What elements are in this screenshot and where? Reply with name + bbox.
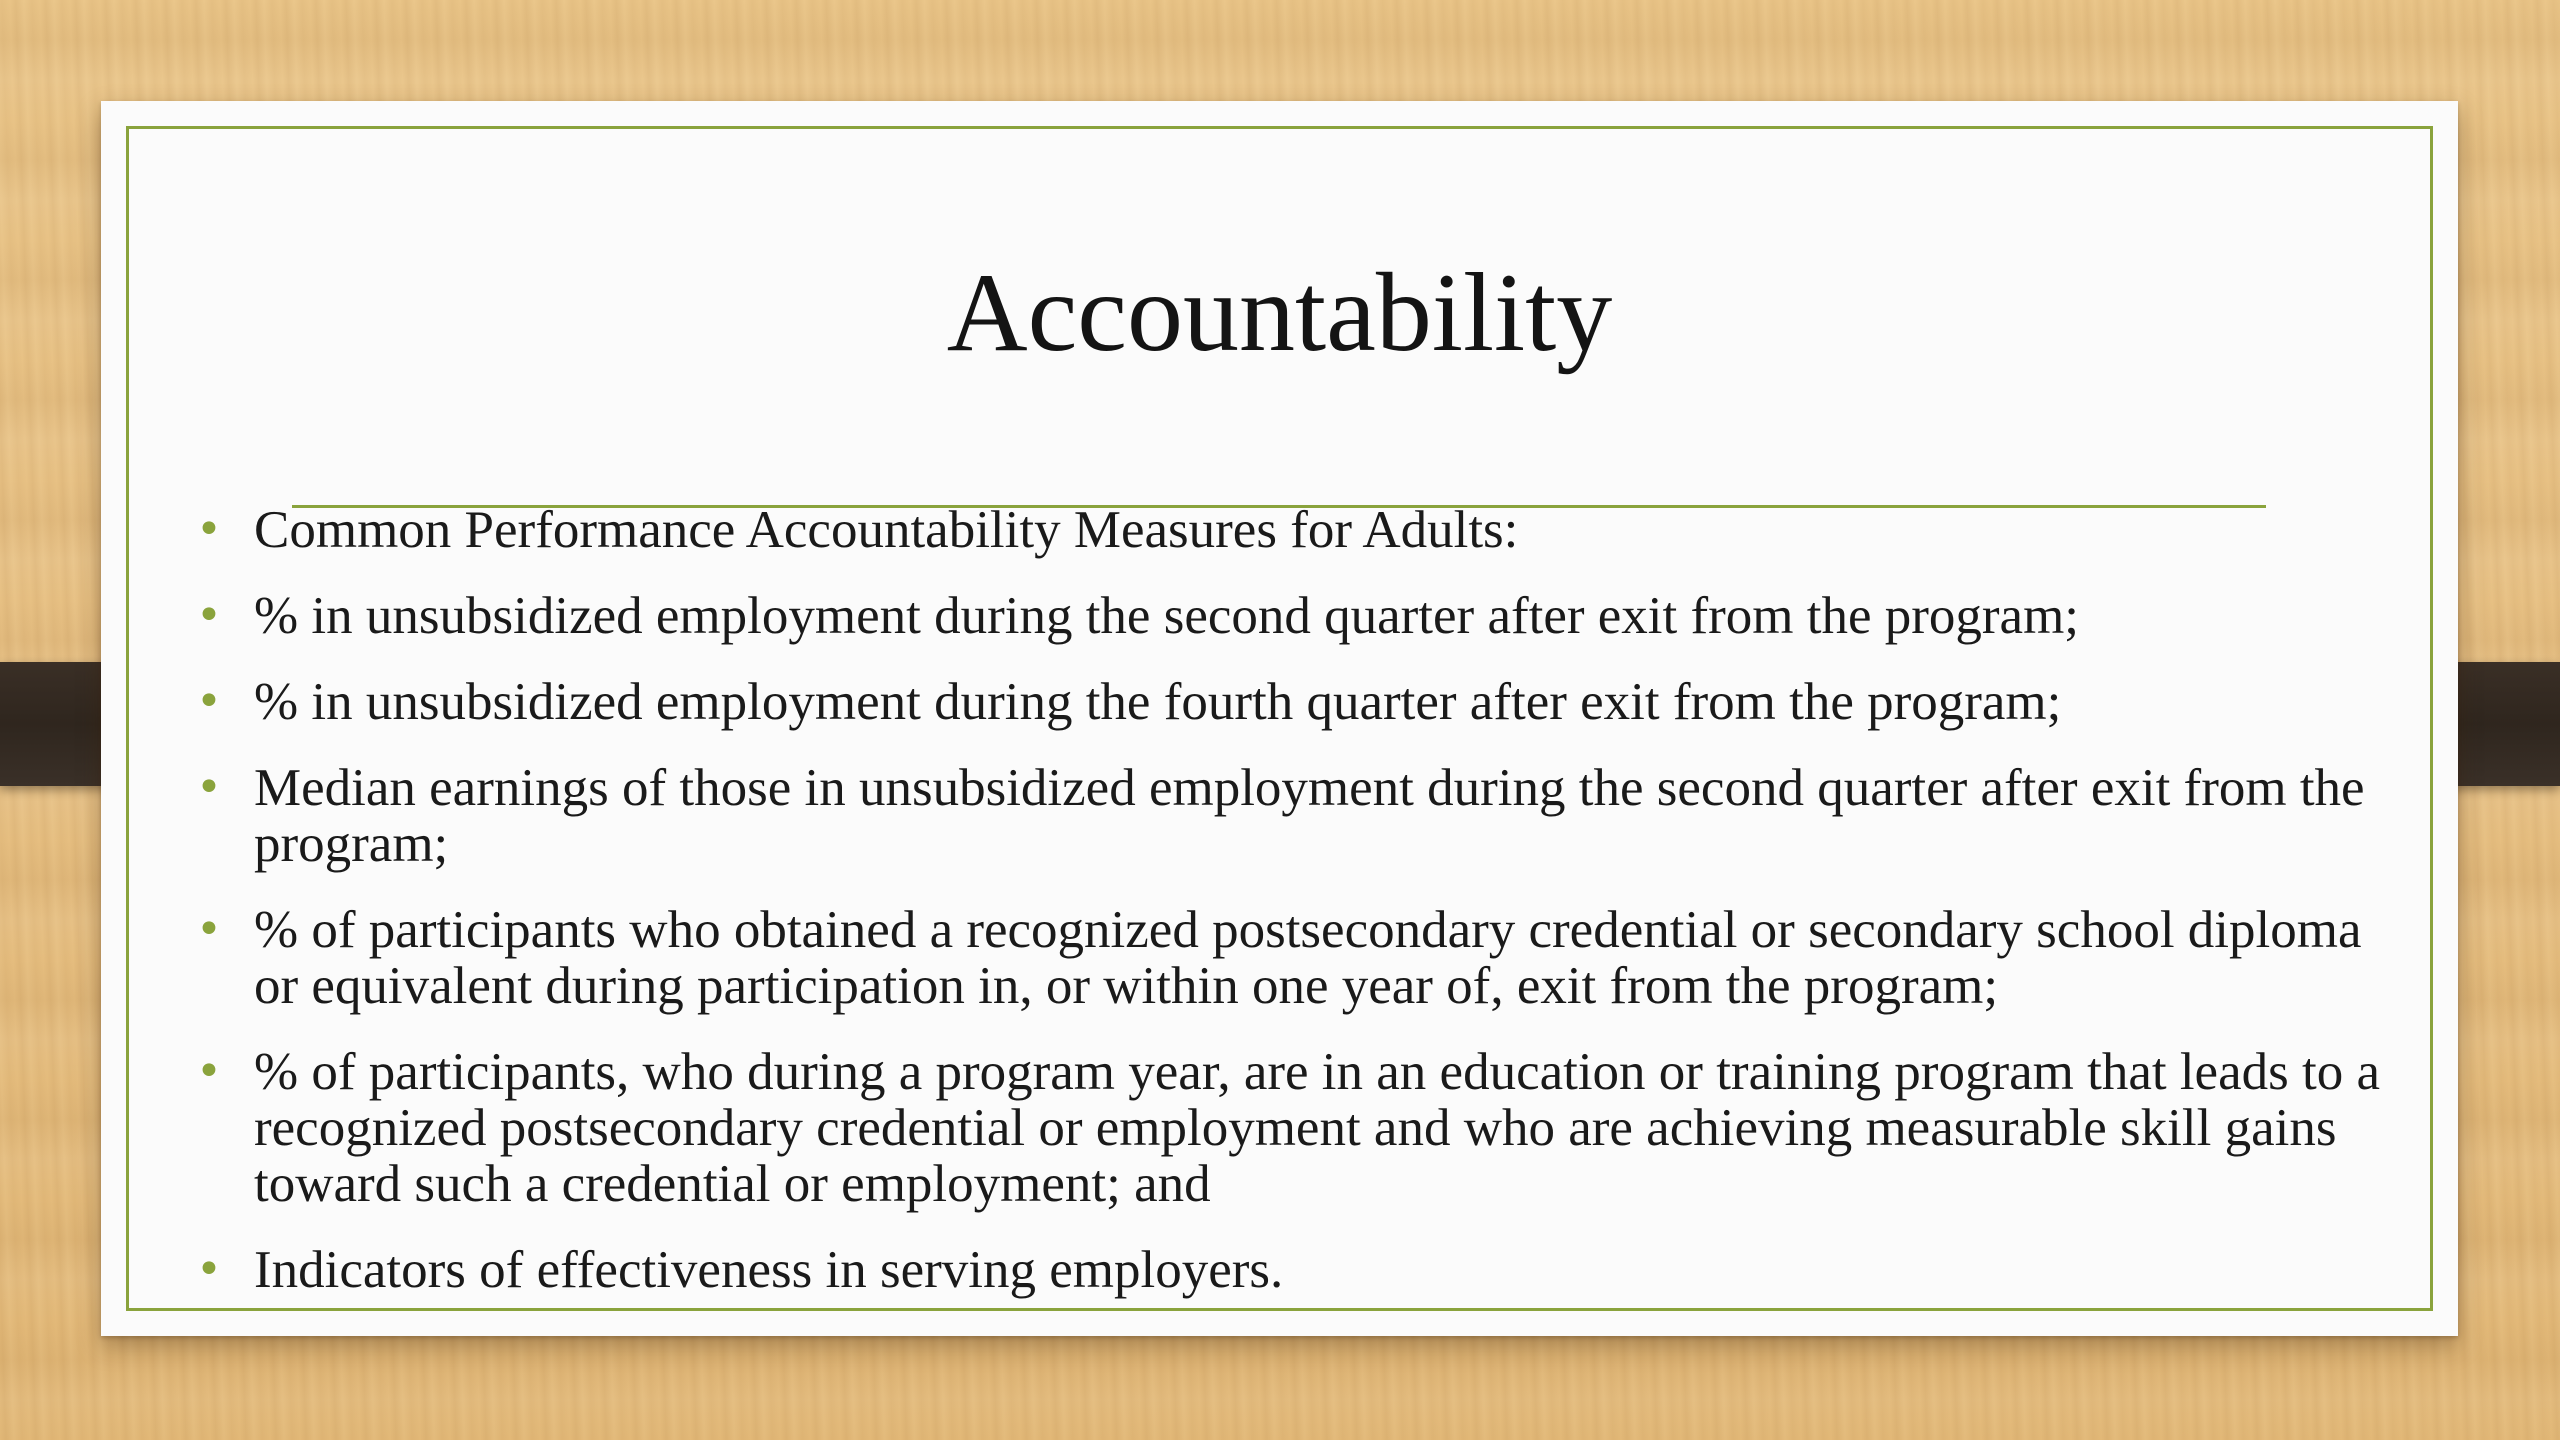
bullet-dot-icon: •	[196, 590, 222, 641]
bullet-item	[196, 902, 2416, 1014]
bullet-dot-icon: •	[196, 1046, 222, 1097]
slide-title: Accountability	[946, 251, 1613, 375]
bullet-text: % of participants, who during a program year, are in an education or training program that leads to a recognized postsecondary credential or employment and who are achieving measurable skill gains toward such a credential or employment; and	[254, 1043, 2380, 1213]
bullet-item	[196, 760, 2416, 872]
bullet-item	[196, 1242, 2416, 1298]
bullet-dot-icon: •	[196, 504, 222, 555]
bullet-text: % in unsubsidized employment during the second quarter after exit from the program;	[254, 587, 2080, 645]
bullet-text: % in unsubsidized employment during the fourth quarter after exit from the program;	[254, 673, 2062, 731]
bullet-item	[196, 674, 2416, 730]
bullet-item	[196, 588, 2416, 644]
bullet-dot-icon: •	[196, 762, 222, 813]
bullet-item	[196, 1044, 2416, 1212]
bullet-text: % of participants who obtained a recognized postsecondary credential or secondary school diploma or equivalent during participation in, or within one year of, exit from the program;	[254, 901, 2362, 1015]
bullet-item	[196, 502, 2416, 558]
bullet-dot-icon: •	[196, 1244, 222, 1295]
bullet-text: Indicators of effectiveness in serving employers.	[254, 1241, 1284, 1299]
slide-paper	[101, 101, 2458, 1336]
bullet-dot-icon: •	[196, 904, 222, 955]
bullet-text: Median earnings of those in unsubsidized employment during the second quarter after exit from the program;	[254, 759, 2365, 873]
bullet-dot-icon: •	[196, 676, 222, 727]
bullet-text: Common Performance Accountability Measures for Adults:	[254, 501, 1519, 559]
bullet-list	[196, 502, 2416, 1328]
